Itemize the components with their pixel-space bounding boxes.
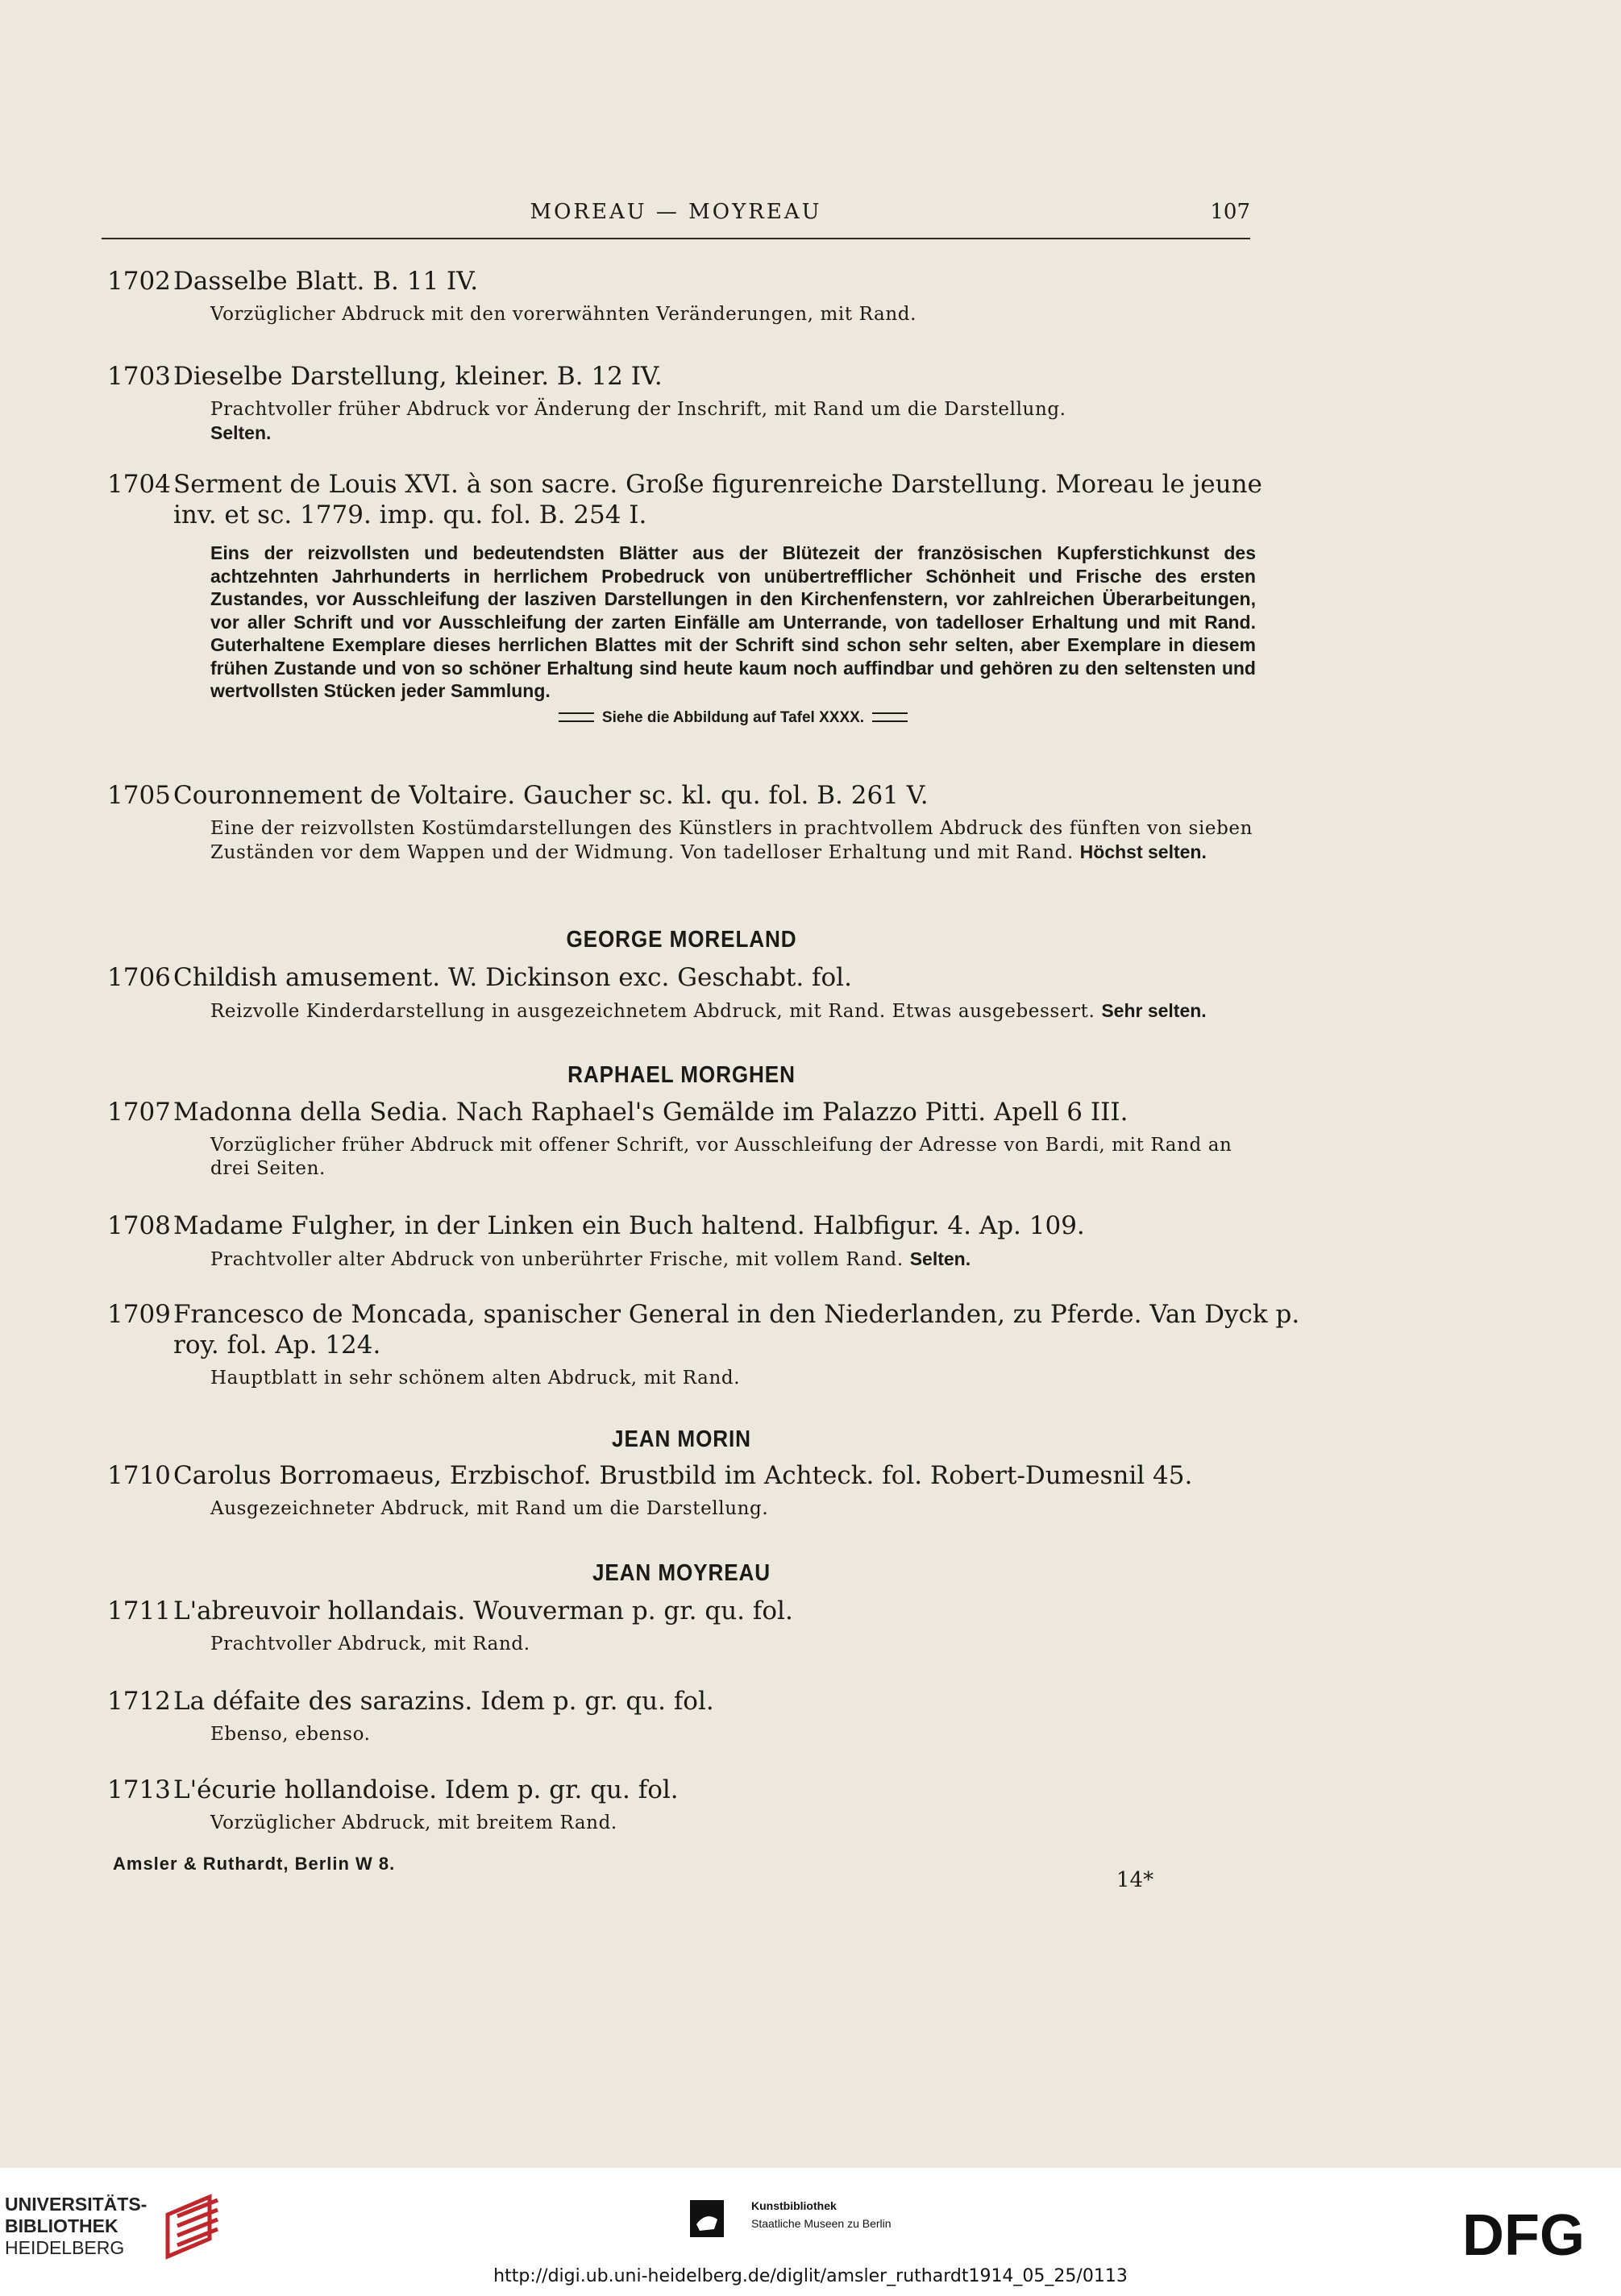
entry-number: 1709 bbox=[107, 1300, 171, 1329]
entry-title: La défaite des sarazins. Idem p. gr. qu. fol. bbox=[173, 1687, 714, 1716]
entry-title: Francesco de Moncada, spanischer General in den Niederlanden, zu Pferde. Van Dyck p. bbox=[173, 1300, 1300, 1329]
entry-title: Carolus Borromaeus, Erzbischof. Brustbild im Achteck. fol. Robert-Dumesnil 45. bbox=[173, 1461, 1193, 1490]
entry-rarity: Sehr selten. bbox=[1101, 1000, 1207, 1021]
catalog-entry-1703 bbox=[107, 361, 1256, 446]
entry-title: L'écurie hollandoise. Idem p. gr. qu. fol. bbox=[173, 1775, 679, 1804]
entry-description: Vorzüglicher früher Abdruck mit offener Schrift, vor Ausschleifung der Adresse von Bardi, mit Rand an drei Seiten. bbox=[210, 1135, 1232, 1179]
signature-mark: 14* bbox=[1116, 1868, 1154, 1892]
plate-reference-text: Siehe die Abbildung auf Tafel XXXX. bbox=[601, 708, 865, 726]
digitization-footer bbox=[0, 2168, 1621, 2296]
catalog-entry-1709 bbox=[107, 1299, 1300, 1390]
kb-line-2: Staatliche Museen zu Berlin bbox=[751, 2217, 892, 2230]
entry-number: 1710 bbox=[107, 1461, 171, 1490]
entry-description: Vorzüglicher Abdruck mit den vorerwähnten Veränderungen, mit Rand. bbox=[210, 304, 917, 325]
entry-number: 1704 bbox=[107, 470, 171, 499]
entry-title-continued: roy. fol. Ap. 124. bbox=[173, 1331, 381, 1360]
entry-number: 1705 bbox=[107, 781, 171, 810]
double-rule bbox=[559, 712, 594, 722]
ub-heidelberg-wordmark[interactable] bbox=[5, 2194, 147, 2259]
entry-description: Prachtvoller alter Abdruck von unberührter Frische, mit vollem Rand. bbox=[210, 1249, 904, 1270]
kunstbibliothek-logo-icon bbox=[690, 2200, 724, 2237]
entry-title: L'abreuvoir hollandais. Wouverman p. gr. qu. fol. bbox=[173, 1596, 793, 1625]
catalog-entry-1707 bbox=[107, 1097, 1256, 1181]
catalog-entry-1710 bbox=[107, 1460, 1256, 1521]
permalink-url[interactable]: http://digi.ub.uni-heidelberg.de/diglit/amsler_ruthardt1914_05_25/0113 bbox=[493, 2266, 1128, 2286]
entry-description: Prachtvoller früher Abdruck vor Änderung der Inschrift, mit Rand um die Darstellung. bbox=[210, 399, 1066, 420]
kunstbibliothek-wordmark[interactable] bbox=[751, 2197, 892, 2232]
entry-description: Ausgezeichneter Abdruck, mit Rand um die Darstellung. bbox=[210, 1498, 769, 1519]
entry-rarity: Höchst selten. bbox=[1079, 841, 1207, 862]
entry-title: Serment de Louis XVI. à son sacre. Große figurenreiche Darstellung. Moreau le jeune bbox=[173, 470, 1262, 499]
entry-title: Dasselbe Blatt. B. 11 IV. bbox=[173, 267, 479, 296]
header-rule bbox=[102, 238, 1250, 239]
entry-rarity: Selten. bbox=[210, 422, 272, 443]
publisher-imprint: Amsler & Ruthardt, Berlin W 8. bbox=[113, 1854, 396, 1874]
double-rule bbox=[872, 712, 908, 722]
artist-heading: RAPHAEL MORGHEN bbox=[567, 1062, 796, 1088]
dfg-logo-text: DFG bbox=[1462, 2208, 1585, 2260]
entry-description: Ebenso, ebenso. bbox=[210, 1724, 371, 1745]
ub-heidelberg-logo-icon bbox=[161, 2190, 227, 2263]
plate-reference bbox=[107, 709, 1256, 727]
catalog-entry-1705 bbox=[107, 780, 1256, 865]
entry-number: 1711 bbox=[107, 1596, 171, 1625]
entry-number: 1708 bbox=[107, 1211, 171, 1240]
entry-number: 1713 bbox=[107, 1775, 171, 1804]
entry-title: Childish amusement. W. Dickinson exc. Geschabt. fol. bbox=[173, 963, 852, 992]
entry-description: Reizvolle Kinderdarstellung in ausgezeichnetem Abdruck, mit Rand. Etwas ausgebessert. bbox=[210, 1001, 1095, 1022]
catalog-entry-1711 bbox=[107, 1596, 1256, 1656]
catalog-entry-1708 bbox=[107, 1210, 1256, 1272]
artist-heading: JEAN MORIN bbox=[612, 1426, 751, 1452]
entry-title: Dieselbe Darstellung, kleiner. B. 12 IV. bbox=[173, 362, 663, 391]
entry-title: Madonna della Sedia. Nach Raphael's Gemälde im Palazzo Pitti. Apell 6 III. bbox=[173, 1098, 1128, 1127]
ub-line-2: BIBLIOTHEK bbox=[5, 2215, 118, 2236]
entry-number: 1707 bbox=[107, 1098, 171, 1127]
entry-number: 1703 bbox=[107, 362, 171, 391]
entry-title-continued: inv. et sc. 1779. imp. qu. fol. B. 254 I. bbox=[173, 500, 647, 529]
entry-rarity: Selten. bbox=[909, 1248, 971, 1269]
entry-title: Couronnement de Voltaire. Gaucher sc. kl. qu. fol. B. 261 V. bbox=[173, 781, 929, 810]
kb-line-1: Kunstbibliothek bbox=[751, 2199, 837, 2212]
ub-line-1: UNIVERSITÄTS- bbox=[5, 2194, 148, 2215]
entry-number: 1706 bbox=[107, 963, 171, 992]
dfg-logo-icon[interactable] bbox=[1443, 2208, 1604, 2260]
entry-description: Prachtvoller Abdruck, mit Rand. bbox=[210, 1634, 530, 1655]
entry-title: Madame Fulgher, in der Linken ein Buch haltend. Halbfigur. 4. Ap. 109. bbox=[173, 1211, 1085, 1240]
entry-number: 1702 bbox=[107, 267, 171, 296]
artist-heading: GEORGE MORELAND bbox=[566, 927, 797, 953]
catalog-entry-1713 bbox=[107, 1775, 1256, 1835]
catalog-entry-1704 bbox=[107, 469, 1262, 727]
artist-heading: JEAN MOYREAU bbox=[592, 1560, 771, 1586]
catalog-entry-1712 bbox=[107, 1686, 1256, 1746]
catalog-entry-1702 bbox=[107, 266, 1256, 326]
ub-line-3: HEIDELBERG bbox=[5, 2237, 125, 2258]
page-number: 107 bbox=[1210, 200, 1250, 224]
entry-description: Hauptblatt in sehr schönem alten Abdruck, mit Rand. bbox=[210, 1368, 741, 1389]
entry-description: Eine der reizvollsten Kostümdarstellungen des Künstlers in prachtvollem Abdruck des fünften von sieben Zuständen vor dem Wappen und der Widmung. Von tadelloser Erhaltung und mit Rand. bbox=[210, 818, 1253, 863]
entry-number: 1712 bbox=[107, 1687, 171, 1716]
entry-description: Eins der reizvollsten und bedeutendsten Blätter aus der Blütezeit der französischen Kupferstichkunst des achtzehnten Jahrhunderts in herrlichem Probedruck von unübertrefflicher Schönheit und Frische des ersten Zustandes, vor Ausschleifung der lasziven Darstellungen in den Kirchenfenstern, vor zahlreichen Überarbeitungen, vor aller Schrift und vor Ausschleifung der zarten Einfälle am Unterrande, von tadelloser Erhaltung und mit Rand. Guterhaltene Exemplare dieses herrlichen Blattes mit der Schrift sind schon sehr selten, aber Exemplare in diesem frühen Zustande und von so schöner Erhaltung sind heute kaum noch auffindbar und gehören zu den seltensten und wertvollsten Stücken jeder Sammlung. bbox=[210, 542, 1256, 701]
running-title: MOREAU — MOYREAU bbox=[530, 200, 822, 224]
running-head bbox=[102, 200, 1250, 232]
catalog-entry-1706 bbox=[107, 962, 1256, 1023]
entry-description: Vorzüglicher Abdruck, mit breitem Rand. bbox=[210, 1812, 617, 1833]
